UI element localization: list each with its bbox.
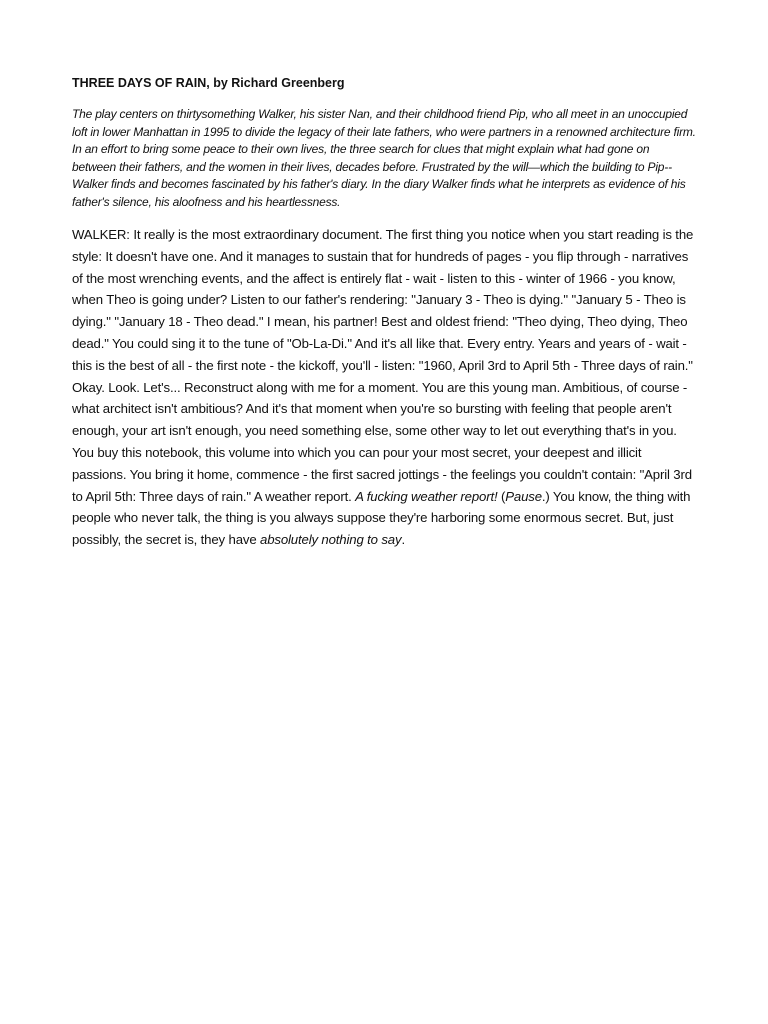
monologue-text: WALKER: It really is the most extraordinary document. The first thing you notice when you start reading is the style: It doesn't have one. And it manages to sustain that for hundreds of pages - you flip through - narratives of the most wrenching events, and the affect is entirely flat - wait - listen to this - winter of 1966 - you know, when Theo is going under? Listen to our father's rendering: "January 3 - Theo is dying." "January 5 - Theo is dying." "January 18 - Theo dead." I mean, his partner! Best and oldest friend: "Theo dying, Theo dying, Theo dead." You could sing it to the tune of "Ob-La-Di." And it's all like that. Every entry. Years and years of - wait - this is the best of all - the first note - the kickoff, you'll - listen: "1960, April 3rd to April 5th - Three days of rain." Okay. Look. Let's... Reconstruct along with me for a moment. You are this young man. Ambitious, of course - what architect isn't ambitious? And it's that moment when you're so bursting with feeling that people aren't enough, your art isn't enough, you need something else, some other way to let out everything that's in you. You buy this notebook, this volume into which you can pour your most secret, your deepest and illicit passions. You bring it home, commence - the first sacred jottings - the feelings you couldn't contain: "April 3rd to April 5th: Three days of rain." A weather report. bbox=[72, 227, 694, 504]
document-page bbox=[72, 74, 696, 551]
monologue-emphasis: absolutely nothing to say bbox=[260, 532, 402, 548]
walker-monologue bbox=[72, 224, 696, 551]
document-title: THREE DAYS OF RAIN, by Richard Greenberg bbox=[72, 76, 345, 90]
monologue-text: . bbox=[401, 532, 405, 548]
monologue-text: .) You know, the thing with people who never talk, the thing is you always suppose they're harboring some enormous secret. But, just possibly, the secret is, they have bbox=[72, 488, 691, 548]
stage-direction: Pause bbox=[505, 488, 542, 504]
play-synopsis: The play centers on thirtysomething Walker, his sister Nan, and their childhood friend Pip, who all meet in an unoccupied loft in lower Manhattan in 1995 to divide the legacy of their late fathers, who were partners in a renowned architecture firm. In an effort to bring some peace to their own lives, the three search for clues that might explain what had gone on between their fathers, and the women in their lives, decades before. Frustrated by the will—which the building to Pip-- Walker finds and becomes fascinated by his father's diary. In the diary Walker finds what he interprets as evidence of his father's silence, his aloofness and his heartlessness. bbox=[72, 107, 696, 209]
monologue-emphasis: A fucking weather report! bbox=[355, 488, 498, 504]
monologue-text: ( bbox=[497, 488, 506, 504]
